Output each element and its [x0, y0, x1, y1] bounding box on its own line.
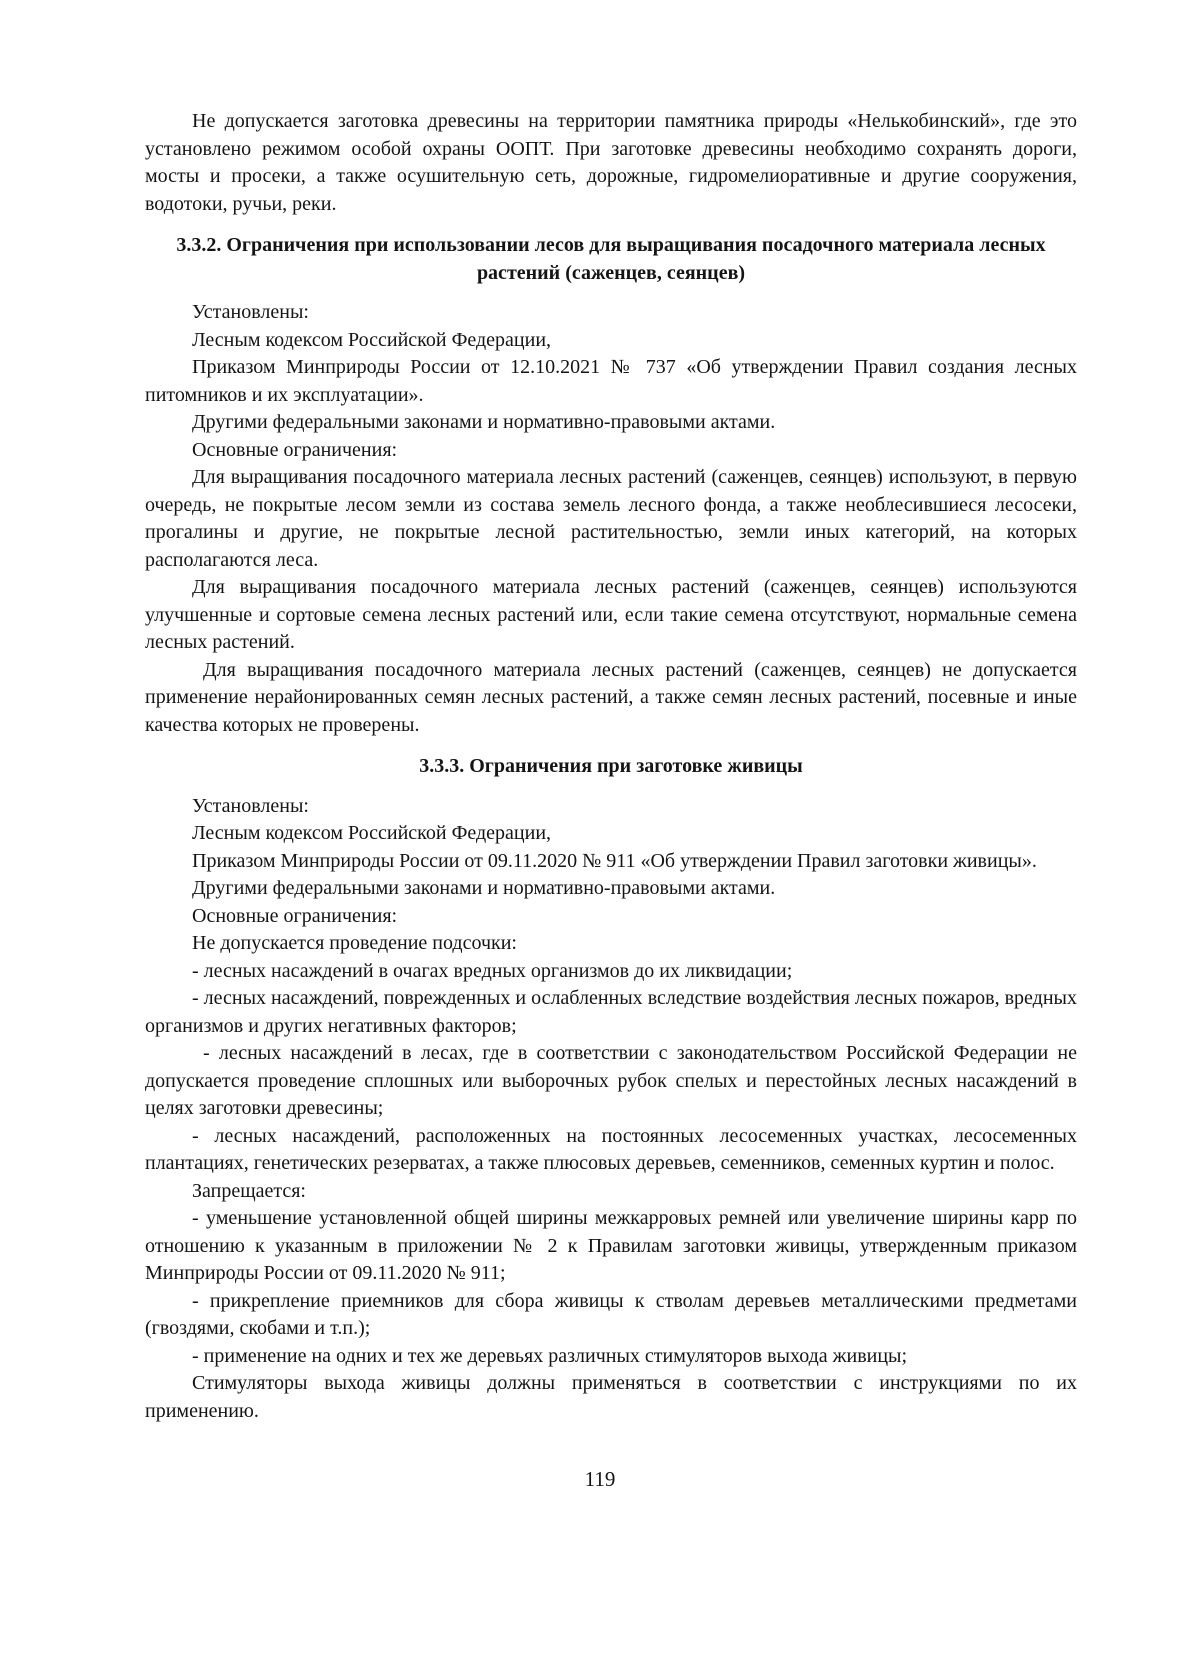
s332-paragraph-2: Для выращивания посадочного материала лесных растений (саженцев, сеянцев) используются улучшенные и сортовые семена лесных растений или, если такие семена отсутствуют, нормальные семена лесных растений. — [145, 576, 1077, 653]
s333-main-restrictions: Основные ограничения: — [192, 904, 398, 927]
s332-established: Установлены: — [192, 301, 309, 323]
intro-paragraph: Не допускается заготовка древесины на территории памятника природы «Нелькобинский», где это установлено режимом особой охраны ООПТ. При заготовке древесины необходимо сохранять дороги, мосты и просеки, а также осушительную сеть, дорожные, гидромелиоративные и другие сооружения, водотоки, ручьи, реки. — [145, 110, 1077, 215]
list-item: - лесных насаждений в очагах вредных организмов до их ликвидации; — [192, 959, 793, 982]
s333-closing: Стимуляторы выхода живицы должны применяться в соответствии с инструкциями по их применению. — [145, 1372, 1077, 1422]
s332-law-forest-code: Лесным кодексом Российской Федерации, — [192, 328, 552, 351]
s333-established: Установлены: — [192, 794, 309, 817]
page-number: 119 — [584, 1467, 616, 1491]
list-item: - лесных насаждений, расположенных на постоянных лесосеменных участках, лесосеменных плантациях, генетических резерватах, а также плюсовых деревьев, семенников, семенных куртин и полос. — [145, 1124, 1077, 1174]
s333-law-order-911: Приказом Минприроды России от 09.11.2020 № 911 «Об утверждении Правил заготовки живицы». — [192, 849, 1037, 872]
s333-law-other: Другими федеральными законами и нормативно-правовыми актами. — [192, 877, 776, 899]
s333-prohibited: Запрещается: — [192, 1179, 306, 1202]
list-item: - прикрепление приемников для сбора живицы к стволам деревьев металлическими предметами (гвоздями, скобами и т.п.); — [145, 1289, 1077, 1339]
list-item: - лесных насаждений в лесах, где в соответствии с законодательством Российской Федерации не допускается проведение сплошных или выборочных рубок спелых и перестойных лесных насаждений в целях заготовки древесины; — [145, 1042, 1077, 1119]
s332-law-other: Другими федеральными законами и нормативно-правовыми актами. — [192, 411, 776, 433]
s333-law-forest-code: Лесным кодексом Российской Федерации, — [192, 822, 552, 844]
section-3-3-2-heading: 3.3.2. Ограничения при использовании лесов для выращивания посадочного материала лесных растений (саженцев, сеянцев) — [176, 234, 1046, 284]
s333-not-allowed: Не допускается проведение подсочки: — [192, 932, 517, 954]
list-item: - применение на одних и тех же деревьях различных стимуляторов выхода живицы; — [192, 1344, 908, 1367]
section-3-3-3-heading: 3.3.3. Ограничения при заготовке живицы — [419, 755, 803, 777]
s332-paragraph-1: Для выращивания посадочного материала лесных растений (саженцев, сеянцев) используют, в первую очередь, не покрытые лесом земли из состава земель лесного фонда, а также необлесившиеся лесосеки, прогалины и другие, не покрытые лесной растительностью, земли иных категорий, на которых располагаются леса. — [145, 466, 1077, 571]
s332-main-restrictions: Основные ограничения: — [192, 438, 398, 461]
document-page — [145, 108, 1077, 1425]
list-item: - уменьшение установленной общей ширины межкарровых ремней или увеличение ширины карр по отношению к указанным в приложении № 2 к Правилам заготовки живицы, утвержденным приказом Минприроды России от 09.11.2020 № 911; — [145, 1207, 1077, 1284]
s332-law-order-737: Приказом Минприроды России от 12.10.2021 № 737 «Об утверждении Правил создания лесных питомников и их эксплуатации». — [145, 356, 1077, 406]
list-item: - лесных насаждений, поврежденных и ослабленных вследствие воздействия лесных пожаров, вредных организмов и других негативных факторов; — [145, 987, 1077, 1037]
s332-paragraph-3: Для выращивания посадочного материала лесных растений (саженцев, сеянцев) не допускается применение нерайонированных семян лесных растений, а также семян лесных растений, посевные и иные качества которых не проверены. — [145, 658, 1077, 736]
